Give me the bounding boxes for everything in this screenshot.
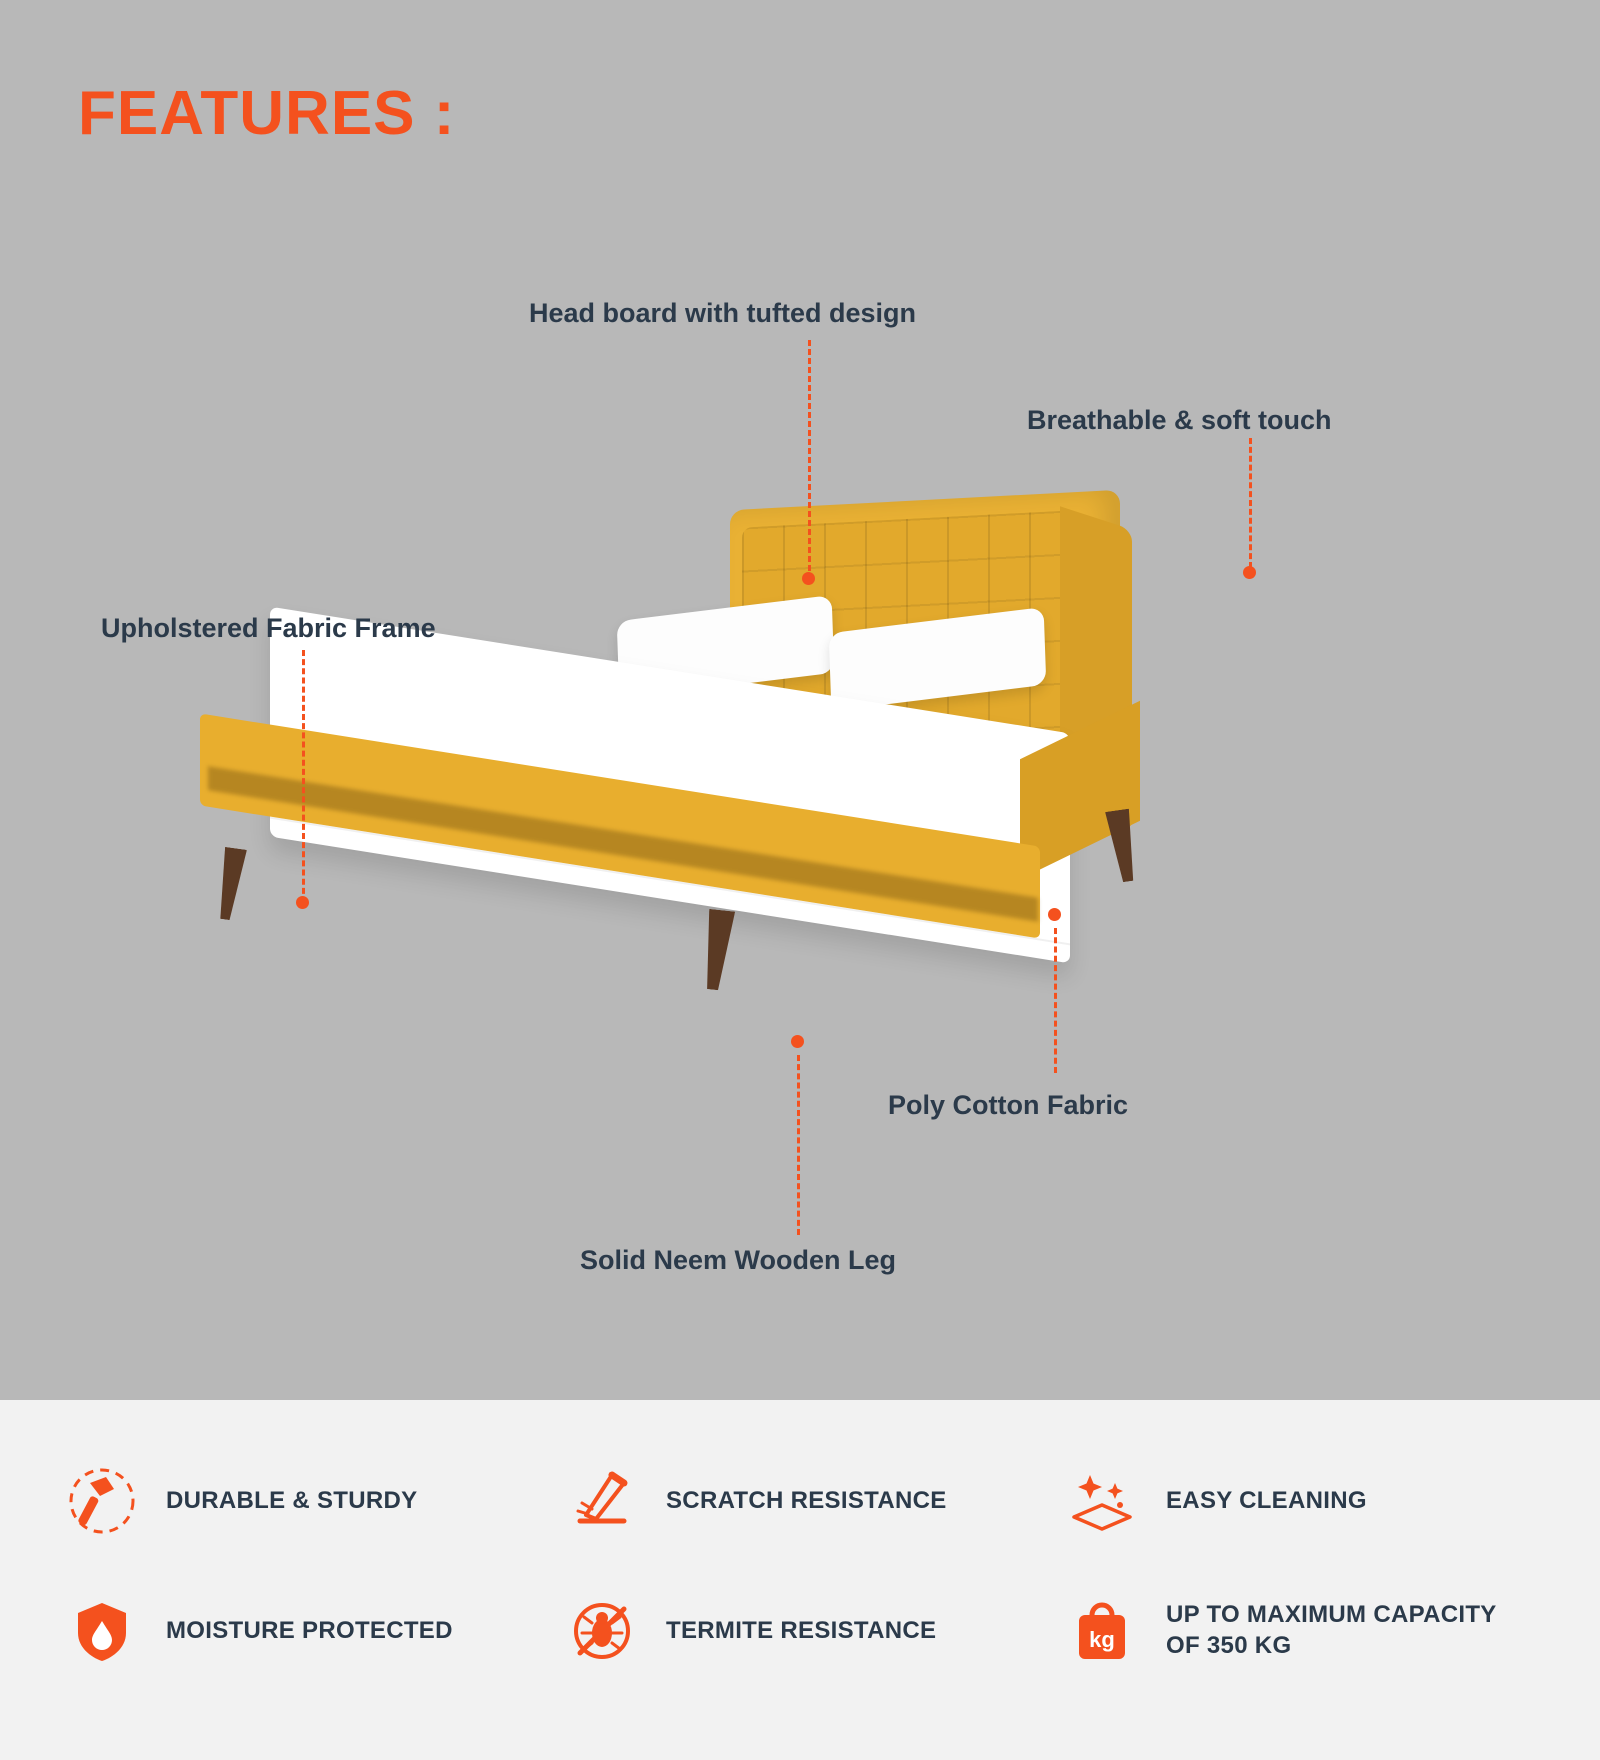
benefit-label: DURABLE & STURDY: [166, 1486, 418, 1514]
callout-dot-headboard: [802, 572, 815, 585]
kg-bag-icon: [1060, 1589, 1144, 1673]
scratch-icon: [560, 1459, 644, 1543]
callout-dot-wooden-leg: [791, 1035, 804, 1048]
benefit-durable: [60, 1459, 560, 1543]
callout-dot-upholstered: [296, 896, 309, 909]
benefit-label: SCRATCH RESISTANCE: [666, 1486, 947, 1514]
benefit-capacity: [1060, 1589, 1530, 1673]
callout-label-wooden-leg: Solid Neem Wooden Leg: [580, 1245, 897, 1275]
callout-label-breathable: Breathable & soft touch: [1027, 405, 1332, 435]
svg-text:kg: kg: [1089, 1627, 1115, 1652]
wooden-leg: [701, 909, 735, 991]
benefit-cleaning: [1060, 1459, 1530, 1543]
callout-label-poly-cotton: Poly Cotton Fabric: [888, 1090, 1129, 1120]
shield-drop-icon: [60, 1589, 144, 1673]
benefits-section: [0, 1400, 1600, 1760]
benefit-label: UP TO MAXIMUM CAPACITY OF 350 KG: [1166, 1601, 1497, 1659]
benefit-label: EASY CLEANING: [1166, 1486, 1367, 1514]
benefits-grid: [60, 1436, 1540, 1696]
benefit-scratch: [560, 1459, 1060, 1543]
page-title: FEATURES :: [78, 79, 456, 148]
callout-label-upholstered: Upholstered Fabric Frame: [101, 613, 436, 643]
benefit-label: MOISTURE PROTECTED: [166, 1616, 453, 1644]
benefit-termite: [560, 1589, 1060, 1673]
termite-icon: [560, 1589, 644, 1673]
benefit-moisture: [60, 1589, 560, 1673]
wooden-leg: [215, 847, 247, 921]
callout-dot-breathable: [1243, 566, 1256, 579]
callout-dot-poly-cotton: [1048, 908, 1061, 921]
sparkle-icon: [1060, 1459, 1144, 1543]
hammer-icon: [60, 1459, 144, 1543]
benefit-label: TERMITE RESISTANCE: [666, 1616, 937, 1644]
callout-label-headboard: Head board with tufted design: [529, 298, 917, 328]
bed-illustration: [200, 480, 1300, 1100]
